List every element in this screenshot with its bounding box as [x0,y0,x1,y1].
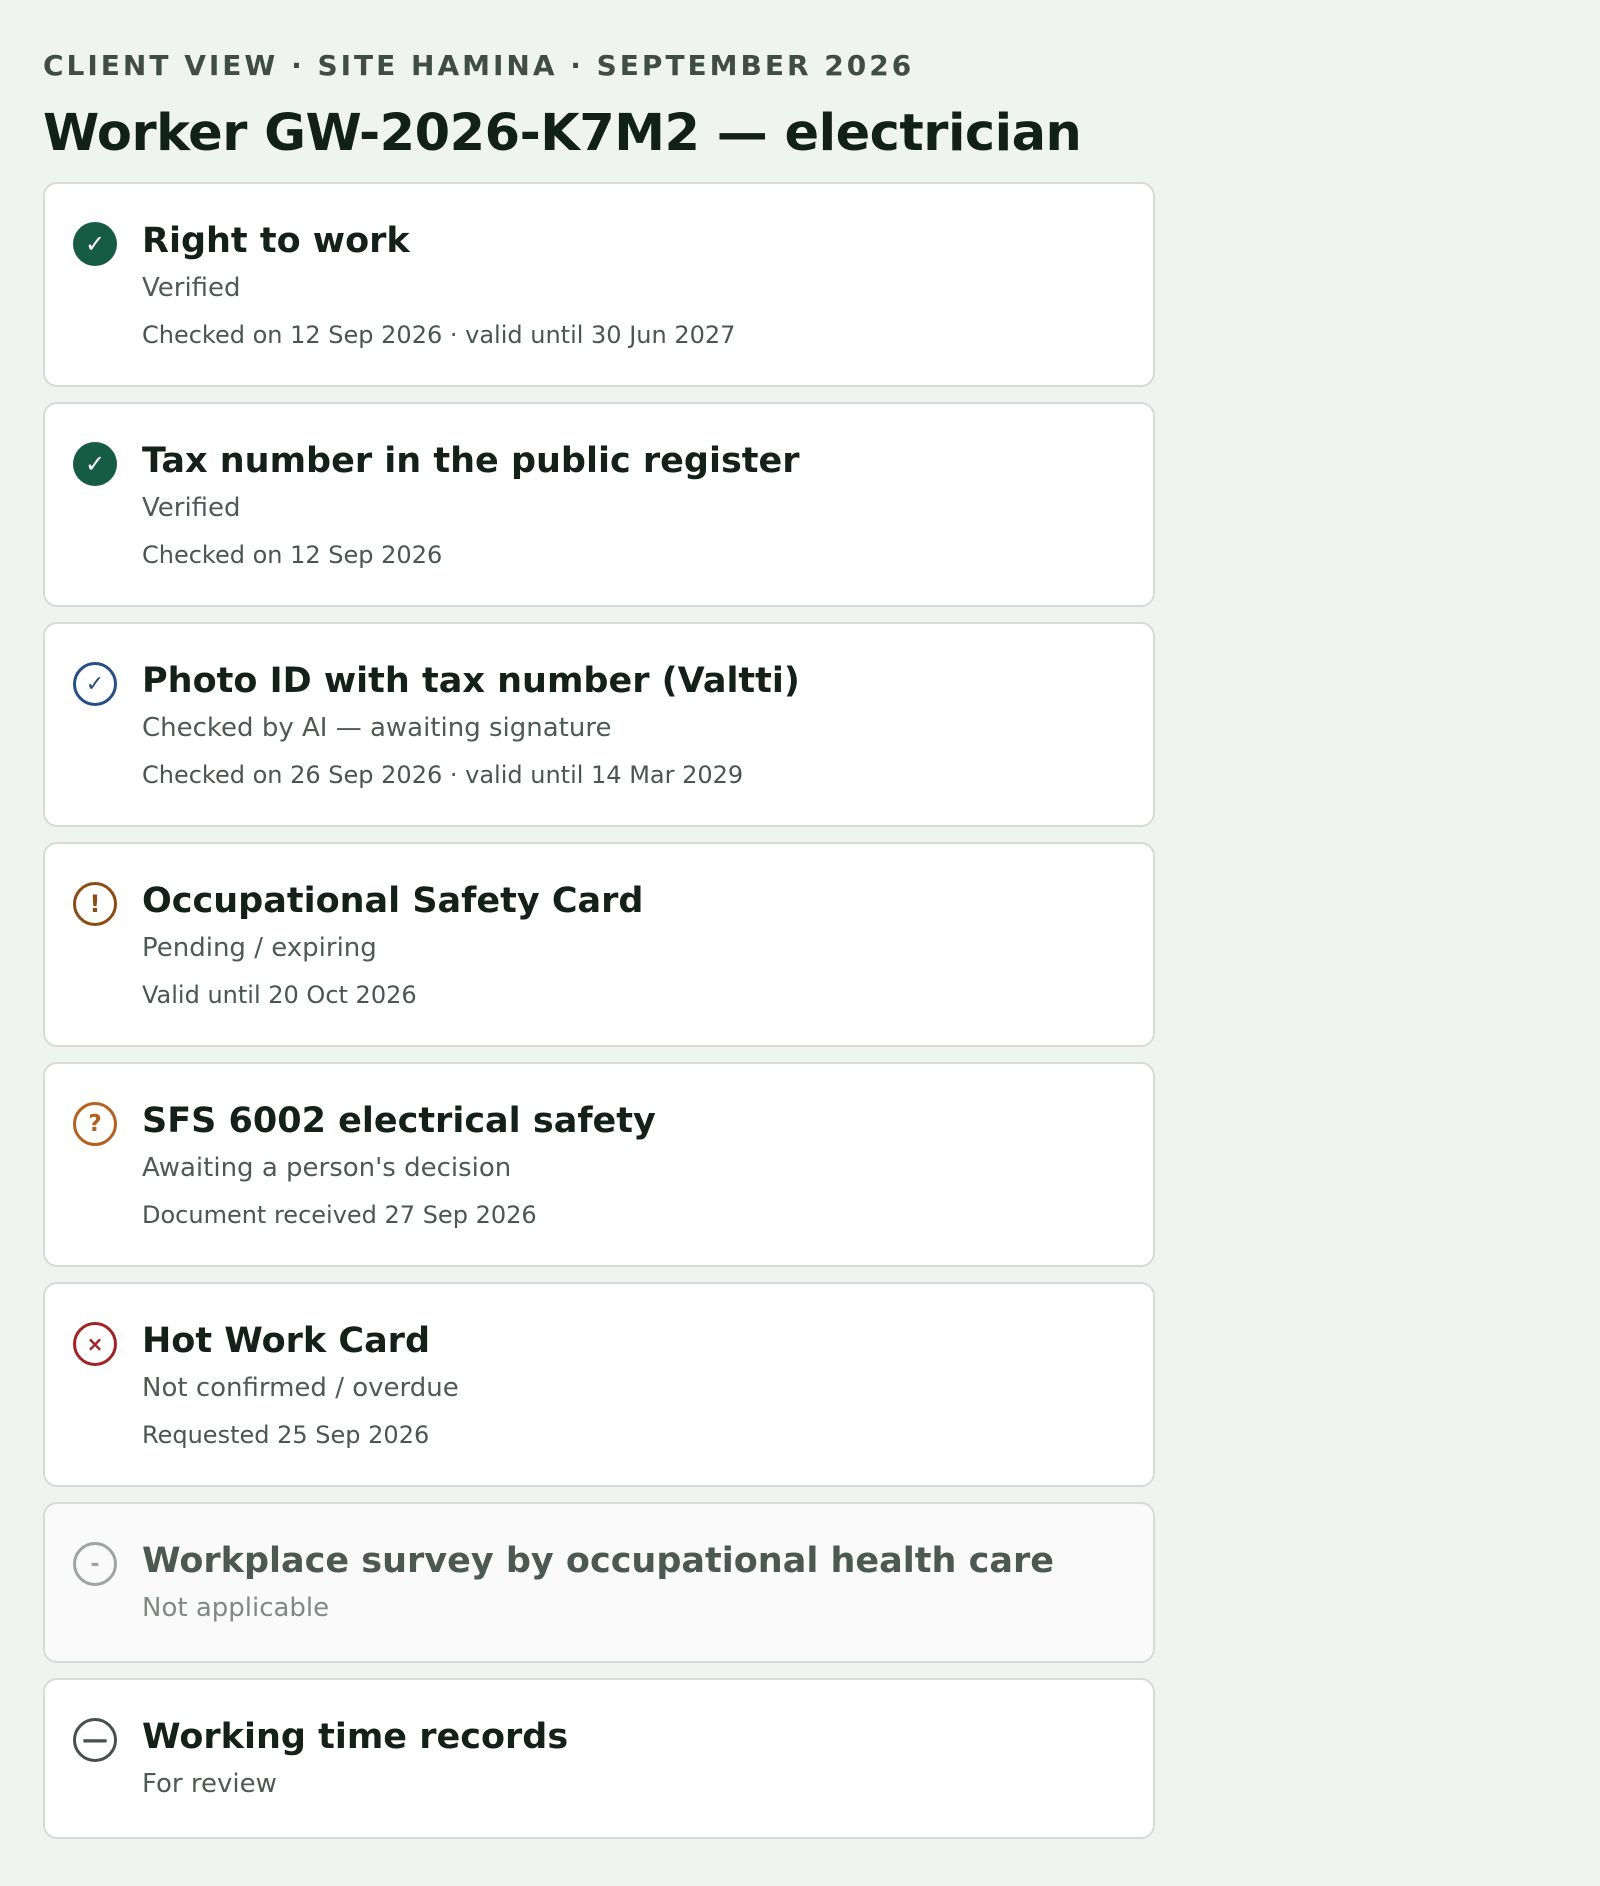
check-detail: Checked on 12 Sep 2026 · valid until 30 Jun 2027 [142,321,736,349]
check-card-right-to-work[interactable] [43,182,1155,387]
check-detail: Checked on 12 Sep 2026 [142,541,443,569]
check-status: Verified [142,493,241,523]
check-card-photo-id[interactable] [43,622,1155,827]
check-card-occupational-safety-card[interactable] [43,842,1155,1047]
check-detail: Document received 27 Sep 2026 [142,1201,537,1229]
check-status: Not applicable [142,1593,330,1623]
check-detail: Requested 25 Sep 2026 [142,1421,430,1449]
check-card-sfs-6002[interactable] [43,1062,1155,1267]
check-status: Pending / expiring [142,933,377,963]
check-status: Checked by AI — awaiting signature [142,713,612,743]
exclamation-circle-icon: ! [73,882,117,926]
check-title: Working time records [142,1717,569,1757]
check-card-workplace-survey[interactable] [43,1502,1155,1663]
check-circle-outline-icon: ✓ [73,662,117,706]
check-title: Occupational Safety Card [142,881,644,921]
check-status: Not confirmed / overdue [142,1373,459,1403]
check-card-working-time-records[interactable] [43,1678,1155,1839]
dash-circle-icon: - [73,1542,117,1586]
check-title: SFS 6002 electrical safety [142,1101,656,1141]
check-title: Tax number in the public register [142,441,800,481]
check-circle-filled-icon: ✓ [73,222,117,266]
breadcrumb: CLIENT VIEW · SITE HAMINA · SEPTEMBER 2026 [43,49,915,82]
check-title: Hot Work Card [142,1321,430,1361]
check-title: Right to work [142,221,410,261]
check-card-hot-work-card[interactable] [43,1282,1155,1487]
compliance-check-list [43,182,1155,1839]
page-title: Worker GW-2026-K7M2 — electrician [43,104,1082,163]
check-card-tax-number[interactable] [43,402,1155,607]
x-circle-icon: × [73,1322,117,1366]
check-status: Verified [142,273,241,303]
question-circle-icon: ? [73,1102,117,1146]
check-status: Awaiting a person's decision [142,1153,512,1183]
check-detail: Valid until 20 Oct 2026 [142,981,417,1009]
check-status: For review [142,1769,277,1799]
check-circle-filled-icon: ✓ [73,442,117,486]
check-title: Workplace survey by occupational health care [142,1541,1054,1581]
check-title: Photo ID with tax number (Valtti) [142,661,800,701]
minus-circle-icon: — [73,1718,117,1762]
check-detail: Checked on 26 Sep 2026 · valid until 14 Mar 2029 [142,761,744,789]
